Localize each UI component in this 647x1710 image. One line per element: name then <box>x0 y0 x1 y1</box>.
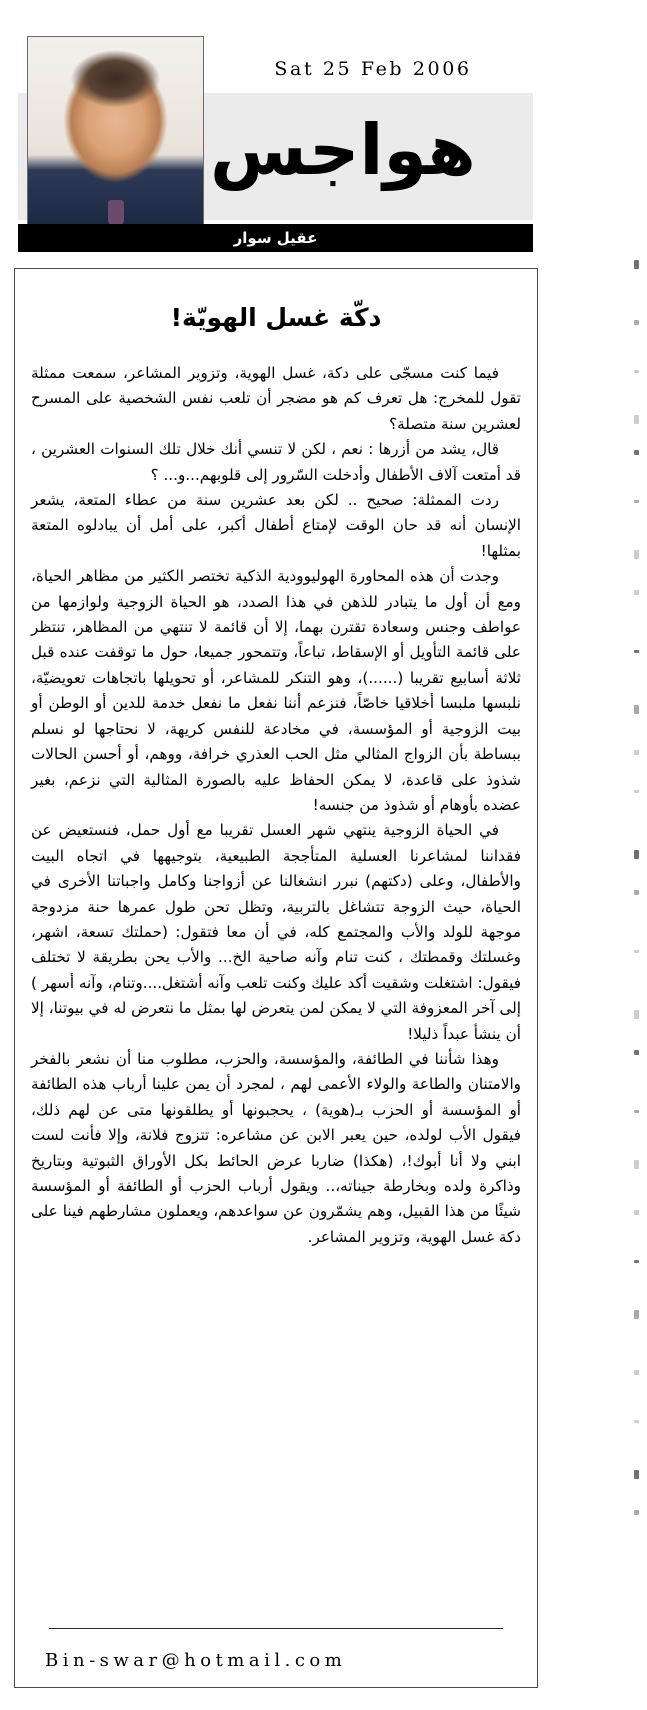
edge-fleck <box>634 1310 639 1319</box>
article-title: دكّة غسل الهويّة! <box>170 303 382 332</box>
edge-fleck <box>634 1370 639 1375</box>
edge-fleck <box>634 1010 639 1019</box>
edge-fleck <box>634 705 639 714</box>
edge-fleck <box>634 1260 639 1263</box>
page-edge-artifacts <box>629 250 639 1550</box>
column-logo: هواجس <box>210 109 476 191</box>
portrait-image <box>28 37 203 227</box>
edge-fleck <box>634 320 639 325</box>
edge-fleck <box>634 750 639 755</box>
edge-fleck <box>634 450 639 455</box>
publication-date: Sat 25 Feb 2006 <box>274 58 472 80</box>
article-paragraph: في الحياة الزوجية ينتهي شهر العسل تقريبا مع أول حمل، فنستعيض عن فقداننا لمشاعرنا العسلية المتأججة الطبيعية، بتوجيهها في اتجاه البيت والأطفال، وعلى (دكتهم) نبرر انشغالنا عن أزواجنا وكامل واجباتنا الأخرى في الحياة، حيث الزوجة تتشاغل بالتربية، وتظل تحن طول عمرها حنة مزدوجة موجهة للولد والأب والمجتمع كله، في أن معا فتقول: (حملتك تسعة، اشهر، وغسلتك وقمطتك ، كنت تنام وآنه صاحية الخ... والأب يحن بطريقة لا تختلف فيقول: اشتغلت وشقيت أكد عليك وكنت تلعب وآنه أشتغل....وتنام، وآنه أسهر ) إلى آخر المعزوفة التي لا يمكن لمن يتعرض لها بمثل ما نتعرض له في بيوتنا، إلا أن ينشأ عبداً ذليلا! <box>31 821 521 1043</box>
article-paragraph: وهذا شأننا في الطائفة، والمؤسسة، والحزب، مطلوب منا أن نشعر بالفخر والامتنان والطاعة والولاء الأعمى لهم ، لمجرد أن يمن علينا أرباب هذه الطائفة أو المؤسسة أو الحزب بـ(هوية) ، يحجبونها أو يطلقونها متى عن لهم ذلك، فيقول الأب لولده، حين يعبر الابن عن مشاعره: تتزوج فلانة، وإلا فأنت لست ابني ولا أنا أبوك!، (هكذا) ضاربا عرض الحائط بكل الأوراق الثبوتية وبتاريخ وذاكرة ولده وبخارطة جيناته،.. ويقول أرباب الحزب أو الطائفة أو المؤسسة شيئًا من هذا القبيل، وهم يشمّرون عن سواعدهم، ويعملون مشارطهم فينا على دكة غسل الهوية، وتزوير المشاعر. <box>31 1049 521 1246</box>
edge-fleck <box>634 1050 639 1055</box>
edge-fleck <box>634 1210 639 1215</box>
article-body <box>31 361 521 1250</box>
edge-fleck <box>634 850 639 859</box>
edge-fleck <box>634 650 639 653</box>
byline-bar <box>18 224 533 252</box>
author-name: عقيل سوار <box>233 229 318 247</box>
edge-fleck <box>634 790 639 793</box>
edge-fleck <box>634 590 639 595</box>
edge-fleck <box>634 1110 639 1113</box>
edge-fleck <box>634 260 639 269</box>
edge-fleck <box>634 415 639 424</box>
edge-fleck <box>634 370 639 373</box>
masthead <box>0 0 647 264</box>
article-paragraph: قال، يشد من أزرها : نعم ، لكن لا تنسي أنك خلال تلك السنوات العشرين ، قد أمتعت آلاف الأطفال وأدخلت السّرور إلى قلوبهم...و... ؟ <box>31 440 521 484</box>
edge-fleck <box>634 1420 639 1423</box>
author-email[interactable]: Bin-swar@hotmail.com <box>45 1650 347 1671</box>
edge-fleck <box>634 500 639 503</box>
footer-divider <box>49 1628 503 1629</box>
article-container <box>14 268 538 1688</box>
edge-fleck <box>634 1160 639 1169</box>
article-paragraph: فيما كنت مسجّى على دكة، غسل الهوية، وتزوير المشاعر، سمعت ممثلة تقول للمخرج: هل تعرف كم هو مضجر أن تلعب نفس الشخصية على المسرح لعشرين سنة متصلة؟ <box>31 364 521 433</box>
author-portrait <box>27 36 204 228</box>
edge-fleck <box>634 890 639 895</box>
article-paragraph: ردت الممثلة: صحيح .. لكن بعد عشرين سنة من عطاء المتعة، يشعر الإنسان أنه قد حان الوقت لإمتاع أطفال أكبر، على أمل أن يبادلوه المتعة بمثلها! <box>31 491 521 560</box>
edge-fleck <box>634 550 639 559</box>
edge-fleck <box>634 1510 639 1515</box>
edge-fleck <box>634 950 639 953</box>
article-paragraph: وجدت أن هذه المحاورة الهوليوودية الذكية تختصر الكثير من مظاهر الحياة، ومع أن أول ما يتبادر للذهن في هذا الصدد، هو الحياة الزوجية ولوازمها من عواطف وجنس وسعادة تقترن بهما، إلا أن قائمة لا تنتهي من المظاهر، تنتظر على قائمة التأويل أو الإسقاط، تباعاً، وتتمحور جميعا، حول ما توقفت عنده قبل ثلاثة أسابيع تقريبا (......)، وهو التنكر للمشاعر، أو تحويلها باتجاهات تعويضيّة، نلبسها ملبسا أخلاقيا خاصّاً، فنزعم أننا نفعل ما نفعل خدمة للدين أو الوطن أو بيت الزوجية أو المؤسسة، في مخادعة للنفس كريهة، لا نحتاجها لو نسلم ببساطة بأن الزواج المثالي مثل الحب العذري خرافة، ووهم، أو أحسن الحالات شذوذ على قاعدة، لا يمكن الحفاظ عليه بالصورة المثالية التي نزعم، بغير عضده بأوهام أو شذوذ من جنسه! <box>31 567 521 814</box>
edge-fleck <box>634 1470 639 1479</box>
